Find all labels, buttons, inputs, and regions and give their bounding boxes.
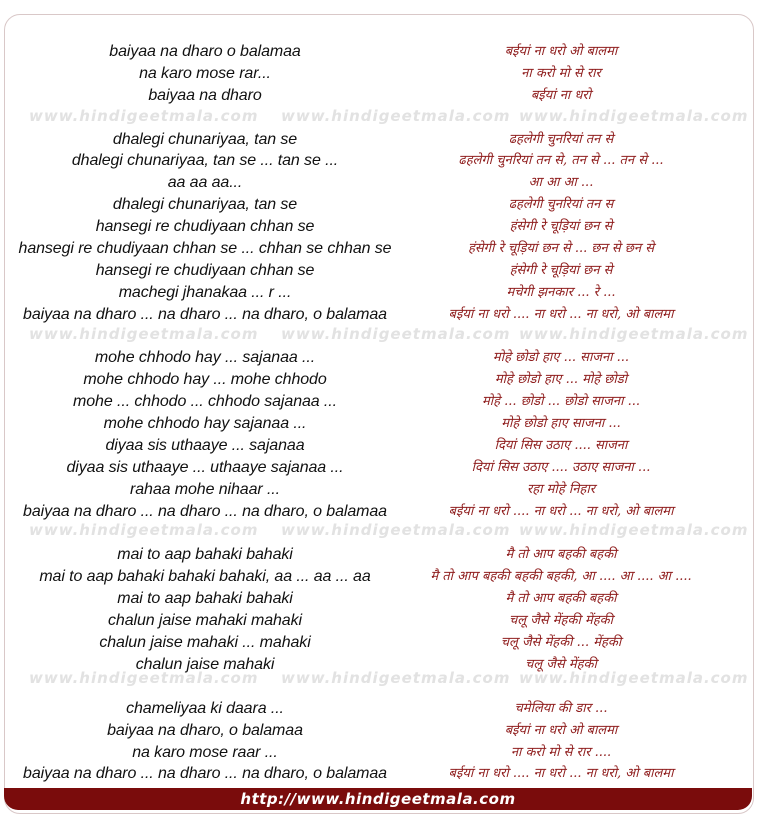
watermark: www.hindigeetmala.com — [281, 107, 511, 125]
watermark: www.hindigeetmala.com — [281, 521, 511, 539]
lyric-line-hindi: आ आ आ ... — [528, 175, 594, 191]
lyric-line: hansegi re chudiyaan chhan se ... chhan se chhan se — [18, 240, 392, 258]
lyric-line: mai to aap bahaki bahaki — [117, 590, 293, 608]
lyric-line-hindi: ढहलेगी चुनरियां तन स — [508, 197, 614, 213]
lyric-line-hindi: चलू जैसे मेंहकी ... मेंहकी — [500, 635, 622, 651]
lyric-line: hansegi re chudiyaan chhan se — [95, 218, 315, 236]
lyric-line: baiyaa na dharo ... na dharo ... na dharo, o balamaa — [23, 305, 387, 323]
watermark: www.hindigeetmala.com — [519, 669, 749, 687]
lyric-line-hindi: दियां सिस उठाए .... उठाए साजना ... — [471, 459, 651, 475]
lyric-line-hindi: हंसेगी रे चूड़ियां छन से — [509, 262, 613, 278]
lyric-line-hindi: चलू जैसे मेंहकी — [525, 656, 597, 672]
lyric-line: dhalegi chunariyaa, tan se — [112, 130, 298, 148]
lyric-line-hindi: ना करो मो से रार .... — [510, 744, 612, 760]
lyrics-roman-column — [5, 41, 405, 785]
lyric-line-hindi: ढहलेगी चुनरियां तन से — [508, 131, 614, 147]
lyric-line-hindi: मै तो आप बहकी बहकी — [505, 591, 617, 607]
lyric-line: na karo mose raar ... — [132, 743, 278, 761]
lyric-line-hindi: रहा मोहे निहार — [526, 481, 596, 497]
lyric-line: mohe chhodo hay ... sajanaa ... — [94, 349, 316, 367]
lyric-line: chameliyaa ki daara ... — [126, 699, 284, 717]
lyric-line: aa aa aa... — [167, 174, 243, 192]
lyric-line-hindi: बईयां ना धरो .... ना धरो ... ना धरो, ओ बालमा — [448, 306, 674, 322]
lyric-line-hindi: बईयां ना धरो .... ना धरो ... ना धरो, ओ बालमा — [448, 766, 674, 782]
lyric-line-hindi: मोहे छोडो हाए साजना ... — [501, 416, 621, 432]
lyric-line-hindi: बईयां ना धरो — [530, 87, 592, 103]
lyric-line: mohe chhodo hay sajanaa ... — [103, 415, 307, 433]
lyric-line-hindi: ना करो मो से रार — [521, 65, 601, 81]
lyric-line: chalun jaise mahaki mahaki — [108, 612, 302, 630]
lyric-line-hindi: चलू जैसे मेंहकी मेंहकी — [509, 613, 613, 629]
lyric-line: chalun jaise mahaki ... mahaki — [99, 634, 311, 652]
lyric-line: baiyaa na dharo ... na dharo ... na dharo, o balamaa — [23, 765, 387, 783]
lyric-line: dhalegi chunariyaa, tan se — [112, 196, 298, 214]
lyric-line: mohe ... chhodo ... chhodo sajanaa ... — [73, 393, 337, 411]
lyric-line-hindi: मै तो आप बहकी बहकी — [505, 547, 617, 563]
watermark: www.hindigeetmala.com — [519, 107, 749, 125]
lyric-line-hindi: बईयां ना धरो ओ बालमा — [504, 722, 618, 738]
watermark: www.hindigeetmala.com — [281, 325, 511, 343]
lyric-line-hindi: हंसेगी रे चूड़ियां छन से ... छन से छन से — [467, 241, 655, 257]
lyric-line: mai to aap bahaki bahaki bahaki, aa ... aa ... aa — [39, 568, 371, 586]
lyric-line-hindi: मोहे ... छोडो ... छोडो साजना ... — [481, 394, 641, 410]
lyric-line: dhalegi chunariyaa, tan se ... tan se ... — [71, 152, 339, 170]
lyric-line: rahaa mohe nihaar ... — [130, 480, 280, 498]
watermark: www.hindigeetmala.com — [29, 325, 259, 343]
lyric-line: baiyaa na dharo — [148, 86, 262, 104]
lyric-line: chalun jaise mahaki — [135, 655, 275, 673]
lyric-line: diyaa sis uthaaye ... uthaaye sajanaa ... — [66, 458, 344, 476]
footer-bar — [4, 788, 752, 810]
lyrics-devanagari-column — [411, 41, 711, 785]
lyric-line-hindi: दियां सिस उठाए .... साजना — [494, 438, 628, 454]
lyric-line: baiyaa na dharo o balamaa — [109, 43, 301, 60]
lyric-line: hansegi re chudiyaan chhan se — [95, 261, 315, 279]
lyric-line-hindi: मोहे छोडो हाए ... मोहे छोडो — [494, 372, 628, 388]
lyric-line: machegi jhanakaa ... r ... — [118, 283, 292, 301]
lyric-line: diyaa sis uthaaye ... sajanaa — [105, 437, 305, 455]
watermark: www.hindigeetmala.com — [29, 521, 259, 539]
lyric-line: mohe chhodo hay ... mohe chhodo — [83, 371, 327, 389]
watermark: www.hindigeetmala.com — [519, 521, 749, 539]
lyric-line-hindi: मचेगी झनकार ... रे ... — [506, 284, 616, 300]
lyric-line-hindi: बईयां ना धरो .... ना धरो ... ना धरो, ओ बालमा — [448, 503, 674, 519]
watermark: www.hindigeetmala.com — [281, 669, 511, 687]
lyric-line: na karo mose rar... — [139, 64, 271, 82]
lyric-line-hindi: मोहे छोडो हाए ... साजना ... — [492, 350, 630, 366]
footer-url-link[interactable]: http://www.hindigeetmala.com — [240, 790, 516, 808]
watermark: www.hindigeetmala.com — [29, 107, 259, 125]
lyric-line-hindi: ढहलेगी चुनरियां तन से, तन से ... तन से ... — [458, 153, 664, 169]
watermark: www.hindigeetmala.com — [519, 325, 749, 343]
watermark: www.hindigeetmala.com — [29, 669, 259, 687]
lyric-line: baiyaa na dharo ... na dharo ... na dharo, o balamaa — [23, 502, 387, 520]
lyric-line-hindi: मै तो आप बहकी बहकी बहकी, आ .... आ .... आ .... — [430, 569, 692, 585]
lyric-line-hindi: बईयां ना धरो ओ बालमा — [504, 44, 618, 59]
lyric-line: mai to aap bahaki bahaki — [117, 546, 293, 564]
lyrics-panel — [4, 14, 754, 814]
lyric-line-hindi: चमेलिया की डार ... — [514, 700, 608, 716]
lyric-line: baiyaa na dharo, o balamaa — [107, 721, 303, 739]
lyric-line-hindi: हंसेगी रे चूड़ियां छन से — [509, 219, 613, 235]
